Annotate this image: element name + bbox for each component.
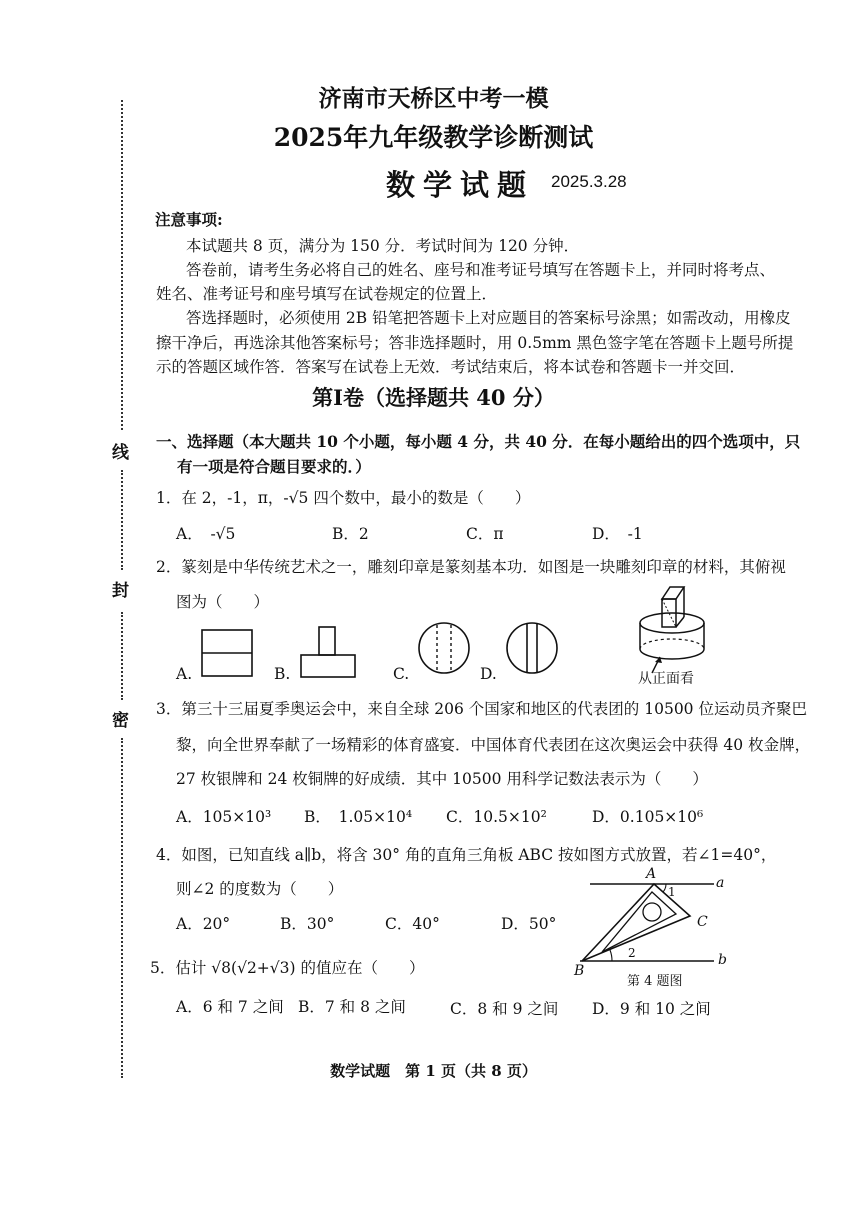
question-2-stem: 2．篆刻是中华传统艺术之一，雕刻印章是篆刻基本功．如图是一块雕刻印章的材料，其俯视	[156, 558, 786, 576]
q5-option-c: C．8 和 9 之间	[450, 1000, 559, 1018]
q2-figure-a	[200, 628, 256, 680]
margin-char-seal: 封	[112, 581, 129, 601]
question-3-stem: 黎，向全世界奉献了一场精彩的体育盛宴．中国体育代表团在这次奥运会中获得 40 枚金牌，	[176, 736, 811, 754]
paper-title: 数学试题	[386, 168, 535, 202]
q3-option-a: A．105×10³	[176, 808, 272, 826]
q4-label-B: B	[574, 963, 585, 979]
notice-line: 答选择题时，必须使用 2B 铅笔把答题卡上对应题目的答案标号涂黑；如需改动，用橡皮	[186, 309, 791, 327]
section-title: 第Ⅰ卷（选择题共 40 分）	[312, 385, 555, 410]
q5-option-d: D．9 和 10 之间	[592, 1000, 711, 1018]
question-3-stem: 3．第三十三届夏季奥运会中，来自全球 206 个国家和地区的代表团的 10500 位运动员齐聚巴	[156, 700, 807, 718]
notice-line: 本试题共 8 页，满分为 150 分．考试时间为 120 分钟．	[186, 237, 580, 255]
q4-option-d: D．50°	[501, 915, 557, 933]
q1-option-b: B．2	[332, 525, 369, 543]
binding-line-middle	[121, 470, 123, 570]
binding-line-bottom	[121, 738, 123, 1078]
notice-line: 姓名、准考证号和座号填写在试卷规定的位置上．	[156, 285, 498, 303]
question-5-stem: 5．估计 √8(√2+√3) 的值应在（ ）	[150, 959, 425, 977]
q2-stamp-solid-figure	[630, 583, 720, 678]
q1-option-d: D． -1	[592, 525, 643, 543]
q5-option-b: B．7 和 8 之间	[298, 998, 406, 1016]
notice-heading: 注意事项:	[155, 210, 223, 229]
q2-option-a: A.	[176, 665, 193, 683]
q2-option-c: C.	[393, 665, 410, 683]
q3-option-b: B． 1.05×10⁴	[304, 808, 413, 826]
q2-view-direction-label: 从正面看	[638, 671, 694, 687]
notice-line: 答卷前，请考生务必将自己的姓名、座号和准考证号填写在答题卡上，并同时将考点、	[186, 261, 776, 279]
part-instruction: 一、选择题（本大题共 10 个小题，每小题 4 分，共 40 分．在每小题给出的四个选项中，只	[156, 432, 801, 451]
q4-label-C: C	[697, 914, 708, 930]
notice-line: 示的答题区域作答．答案写在试卷上无效．考试结束后，将本试卷和答题卡一并交回．	[156, 358, 746, 376]
question-2-stem: 图为（ ）	[176, 593, 270, 611]
question-4-stem: 4．如图，已知直线 a∥b，将含 30° 角的直角三角板 ABC 按如图方式放置，若∠1=40°，	[156, 846, 777, 864]
q2-figure-c	[418, 620, 474, 680]
q4-label-b: b	[718, 952, 727, 968]
q2-figure-b	[298, 625, 360, 681]
exam-name: 2025年九年级教学诊断测试	[273, 123, 594, 152]
q2-figure-d	[506, 620, 562, 680]
q3-option-c: C．10.5×10²	[446, 808, 547, 826]
q4-option-c: C．40°	[385, 915, 440, 933]
q2-option-d: D.	[480, 665, 497, 683]
question-4-stem: 则∠2 的度数为（ ）	[176, 880, 344, 898]
q4-label-A: A	[646, 866, 657, 882]
binding-line-lower	[121, 612, 123, 700]
notice-line: 擦干净后，再选涂其他答案标号；答非选择题时，用 0.5mm 黑色签字笔在答题卡上题号所提	[156, 334, 794, 352]
q4-label-a: a	[716, 875, 725, 891]
margin-char-close: 密	[112, 711, 129, 731]
q4-label-2: 2	[628, 946, 636, 960]
q4-label-1: 1	[668, 885, 676, 899]
part-instruction: 有一项是符合题目要求的．）	[177, 457, 371, 476]
q2-option-b: B.	[274, 665, 291, 683]
q4-figure-caption: 第 4 题图	[627, 974, 683, 989]
exam-date: 2025.3.28	[551, 172, 627, 191]
q1-option-c: C．π	[466, 525, 504, 543]
page-footer: 数学试题 第 1 页（共 8 页）	[330, 1062, 537, 1080]
q4-option-a: A．20°	[176, 915, 231, 933]
q4-option-b: B．30°	[280, 915, 335, 933]
q1-option-a: A． -√5	[176, 525, 236, 543]
exam-region-title: 济南市天桥区中考一模	[318, 85, 549, 112]
question-3-stem: 27 枚银牌和 24 枚铜牌的好成绩．其中 10500 用科学记数法表示为（ ）	[176, 770, 708, 788]
margin-char-line: 线	[112, 443, 129, 463]
q5-option-a: A．6 和 7 之间	[176, 998, 284, 1016]
q3-option-d: D．0.105×10⁶	[592, 808, 704, 826]
question-1-stem: 1．在 2，-1，π，-√5 四个数中，最小的数是（ ）	[156, 489, 531, 507]
